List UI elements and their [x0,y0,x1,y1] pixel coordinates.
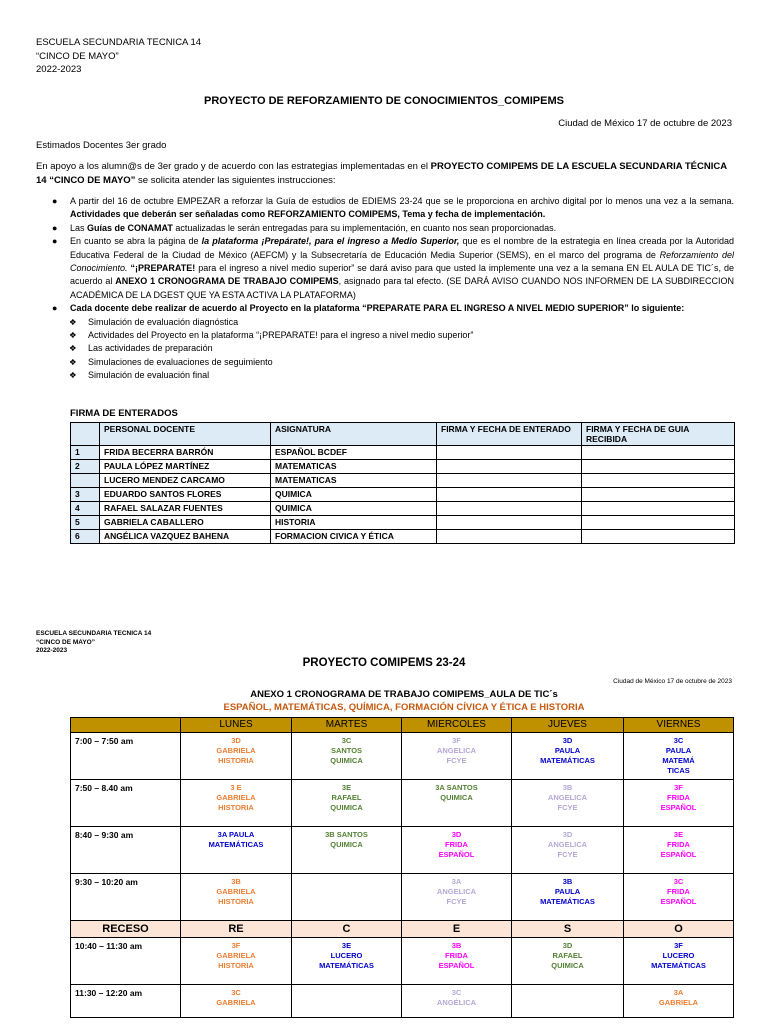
signature-cell [582,474,735,488]
schedule-cell-line: ANGÉLICA [436,998,477,1007]
b3-bold-italic: la plataforma ¡Prepárate!, para el ingreso a Medio Superior, [201,236,460,247]
schedule-cell-line: RAFAEL [331,793,362,802]
schedule-cell-line: 3B SANTOS [325,830,368,839]
schedule-cell-line: 3E [341,941,352,950]
subjects-line: ESPAÑOL, MATEMÁTICAS, QUÍMICA, FORMACIÓN CÍVICA Y ÉTICA E HISTORIA [223,702,585,713]
schedule-cell-line: GABRIELA [216,951,256,960]
signature-cell [582,488,735,502]
table-row [71,488,735,502]
schedule-cell-line: RAFAEL [552,951,583,960]
schedule-cell [402,985,512,1018]
day-header: JUEVES [512,718,624,733]
sub-item [36,316,734,329]
school-year: 2022-2023 [36,64,82,75]
row-number: 3 [71,488,100,502]
schedule-cell [624,938,734,985]
row-number: 5 [71,516,100,530]
b4-bold: Cada docente debe realizar de acuerdo al Proyecto en la plataforma “PREPARATE PARA EL INGRESO A NIVEL MEDIO SUPERIOR” lo siguiente: [70,303,685,314]
schedule-cell-line: FCYE [446,756,467,765]
schedule-row [71,938,734,985]
intro-text-a: En apoyo a los alumn@s de 3er grado y de acuerdo con las estrategias implementadas en el [36,161,431,172]
day-header: MIERCOLES [402,718,512,733]
schedule-cell [292,938,402,985]
schedule-cell-line: 3A PAULA [217,830,255,839]
recess-cell: O [624,921,734,938]
schedule-cell [512,874,624,921]
schedule-cell-line: MATEMÁTICAS [208,840,264,849]
schedule-cell [624,780,734,827]
schedule-cell [402,874,512,921]
time-slot: 7:50 – 8.40 am [71,780,181,827]
schedule-cell-line: ANGELICA [436,887,477,896]
schedule-cell-line: FCYE [446,897,467,906]
list-item [36,302,734,315]
schedule-cell [292,985,402,1018]
schedule-row [71,733,734,780]
signature-cell [437,530,582,544]
school-motto: “CINCO DE MAYO” [36,50,119,62]
teacher-name: FRIDA BECERRA BARRÓN [100,446,271,460]
schedule-cell [512,780,624,827]
day-header: MARTES [292,718,402,733]
diamond-bullet-icon: ❖ [69,330,77,341]
b3-bold-g: ANEXO 1 CRONOGRAMA DE TRABAJO COMIPEMS [115,276,339,287]
b3-text-h: , asignado para tal efecto. (SE DARÁ AVISO CUANDO NOS INFORMEN DE LA SUBDIRECCION ACADÉMICA DE LA DGEST QUE YA ESTA ACTIVA LA PLATAFORMA) [70,276,734,300]
signature-cell [437,474,582,488]
b3-italic: Reforzamiento del Conocimiento. [70,249,734,274]
signature-cell [437,446,582,460]
schedule-table [70,717,734,1018]
school-year: 2022-2023 [36,647,68,654]
row-number: 6 [71,530,100,544]
schedule-cell-line: MATEMÁTICAS [540,756,595,765]
schedule-cell [402,780,512,827]
schedule-cell-line: 3F [674,941,683,950]
teacher-name: ANGÉLICA VAZQUEZ BAHENA [100,530,271,544]
schedule-cell-line: 3D [231,736,241,745]
schedule-cell [181,733,292,780]
schedule-cell-line: PAULA [554,746,581,755]
signature-cell [437,502,582,516]
schedule-cell-line: ESPAÑOL [660,897,697,906]
recess-cell: E [402,921,512,938]
schedule-cell [512,733,624,780]
schedule-cell-line: HISTORIA [218,897,254,906]
schedule-cell-line: ANGELICA [436,746,477,755]
schedule-cell-line: GABRIELA [216,998,256,1007]
list-item [36,235,734,302]
bullet-icon: ● [52,196,58,206]
time-slot: 10:40 – 11:30 am [71,938,181,985]
schedule-cell-line: PAULA [554,887,581,896]
schedule-cell [402,733,512,780]
teacher-name: PAULA LÓPEZ MARTÍNEZ [100,460,271,474]
sub-item-text: Simulación de evaluación final [88,370,210,381]
schedule-cell-line: 3D [562,941,573,950]
b3-text-c: que es el nombre de la estrategia en línea creada por la Autoridad Educativa Federal de la Ciudad de México (AEFCM) y la Subsecretaría de Educación Media Superior (SEMS), en el marco del programa de [70,236,734,260]
schedule-cell [292,874,402,921]
schedule-cell-line: 3E [673,830,684,839]
diamond-bullet-icon: ❖ [69,370,77,381]
day-header: VIERNES [624,718,734,733]
signature-table [70,422,735,544]
teacher-name: GABRIELA CABALLERO [100,516,271,530]
schedule-cell-line: 3A SANTOS [435,783,478,792]
schedule-cell-line: FCYE [557,803,578,812]
schedule-cell [181,938,292,985]
document-date: Ciudad de México 17 de octubre de 2023 [558,118,732,129]
time-slot: 9:30 – 10:20 am [71,874,181,921]
schedule-cell [292,827,402,874]
signature-section-title: FIRMA DE ENTERADOS [70,408,178,419]
table-row [71,530,735,544]
signature-cell [437,516,582,530]
document-title: PROYECTO DE REFORZAMIENTO DE CONOCIMIENTOS_COMIPEMS [204,95,564,107]
b2-text: Las [70,222,88,233]
recess-row [71,921,734,938]
b1-text: A partir del 16 de octubre EMPEZAR a reforzar la Guía de estudios de EDIEMS 23-24 que se le proporciona en archivo digital por lo menos una vez a la semana. [70,196,734,206]
schedule-row [71,985,734,1018]
recess-cell: RECESO [71,921,181,938]
schedule-cell-line: MATEMÁTICAS [540,897,595,906]
schedule-cell-line: 3F [452,736,461,745]
bullet-icon: ● [52,236,58,247]
schedule-cell [512,938,624,985]
schedule-cell-line: ESPAÑOL [660,850,697,859]
instruction-list [36,195,734,383]
schedule-cell-line: 3D [562,736,573,745]
subject-name: HISTORIA [271,516,437,530]
subject-name: ESPAÑOL BCDEF [271,446,437,460]
recess-cell: RE [181,921,292,938]
schedule-cell-line: 3C [673,736,684,745]
schedule-cell-line: 3 E [230,783,242,792]
schedule-cell [624,733,734,780]
schedule-cell-line: ESPAÑOL [438,961,475,970]
signature-cell [437,488,582,502]
time-slot: 7:00 – 7:50 am [71,733,181,780]
schedule-cell [624,827,734,874]
schedule-cell [512,827,624,874]
schedule-cell-line: QUIMICA [330,840,363,849]
diamond-bullet-icon: ❖ [69,316,77,327]
diamond-bullet-icon: ❖ [69,356,77,367]
schedule-cell-line: 3A [673,988,684,997]
school-header [36,630,151,656]
schedule-cell [624,985,734,1018]
schedule-cell-line: FRIDA [445,951,468,960]
schedule-cell-line: GABRIELA [658,998,699,1007]
corner-cell [71,718,181,733]
b1-bold: Actividades que deberán ser señaladas como REFORZAMIENTO COMIPEMS, Tema y fecha de implementación. [70,209,546,220]
list-item [36,195,734,222]
school-name: ESCUELA SECUNDARIA TECNICA 14 [36,630,152,637]
intro-paragraph [36,160,732,188]
schedule-cell [624,874,734,921]
time-slot: 8:40 – 9:30 am [71,827,181,874]
schedule-cell-line: ESPAÑOL [660,803,697,812]
schedule-cell-line: GABRIELA [216,793,256,802]
schedule-cell [181,985,292,1018]
row-number: 2 [71,460,100,474]
table-header-cell [71,423,100,446]
teacher-name: RAFAEL SALAZAR FUENTES [100,502,271,516]
row-number: 1 [71,446,100,460]
schedule-cell-line: 3C [341,736,352,745]
schedule-date: Ciudad de México 17 de octubre de 2023 [613,678,732,685]
schedule-cell-line: QUIMICA [330,803,363,812]
recess-cell: C [292,921,402,938]
schedule-cell [292,780,402,827]
school-motto: “CINCO DE MAYO” [36,638,95,646]
subject-name: MATEMATICAS [271,474,437,488]
schedule-cell-line: PAULA [665,746,692,755]
schedule-cell [402,938,512,985]
signature-cell [582,502,735,516]
row-number [71,474,100,488]
sub-item-text: Las actividades de preparación [88,343,213,354]
b2-text-c: actualizadas le serán entregadas para su implementación, en cuanto nos sean proporcionadas. [172,222,557,233]
schedule-cell-line: QUIMICA [551,961,584,970]
sub-item-text: Simulaciones de evaluaciones de seguimiento [88,356,273,367]
schedule-row [71,827,734,874]
sub-item [36,329,734,342]
schedule-cell-line: 3B [231,877,241,886]
schedule-cell-line: 3E [341,783,352,792]
table-header-cell: PERSONAL DOCENTE [100,423,271,446]
schedule-cell-line: 3C [673,877,684,886]
school-name: ESCUELA SECUNDARIA TECNICA 14 [36,37,202,48]
table-row [71,446,735,460]
schedule-cell-line: LUCERO [662,951,695,960]
schedule-cell-line: 3B [562,877,573,886]
sub-item [36,356,734,369]
table-row [71,460,735,474]
schedule-cell-line: ANGELICA [547,793,588,802]
schedule-cell-line: FRIDA [667,840,690,849]
sub-item [36,369,734,382]
signature-cell [437,460,582,474]
schedule-cell-line: HISTORIA [218,756,254,765]
signature-cell [582,516,735,530]
schedule-cell-line: QUIMICA [330,756,363,765]
table-row [71,516,735,530]
schedule-cell-line: FRIDA [667,793,690,802]
diamond-bullet-icon: ❖ [69,343,77,354]
row-number: 4 [71,502,100,516]
schedule-cell-line: TICAS [667,766,690,775]
bullet-icon: ● [52,303,58,314]
b3-bold-e: “¡PREPARATE! [127,263,196,274]
signature-cell [582,446,735,460]
schedule-cell-line: 3B [562,783,573,792]
schedule-row [71,874,734,921]
schedule-cell-line: FCYE [557,850,578,859]
schedule-cell [181,780,292,827]
schedule-cell-line: 3B [451,941,462,950]
schedule-cell-line: FRIDA [667,887,690,896]
annex-title: ANEXO 1 CRONOGRAMA DE TRABAJO COMIPEMS_AULA DE TIC´s [250,689,558,700]
schedule-title: PROYECTO COMIPEMS 23-24 [302,657,466,669]
subject-name: QUIMICA [271,502,437,516]
table-row [71,474,735,488]
time-slot: 11:30 – 12:20 am [71,985,181,1018]
teacher-name: LUCERO MENDEZ CARCAMO [100,474,271,488]
schedule-header-row [71,718,734,733]
schedule-cell-line: GABRIELA [216,887,256,896]
teacher-name: EDUARDO SANTOS FLORES [100,488,271,502]
schedule-cell-line: HISTORIA [218,803,254,812]
schedule-cell-line: 3A [451,877,462,886]
signature-cell [582,460,735,474]
table-header-row [71,423,735,446]
schedule-cell-line: MATEMÁTICAS [319,961,374,970]
bullet-icon: ● [52,222,58,233]
table-header-cell: FIRMA Y FECHA DE ENTERADO [437,423,582,446]
schedule-row [71,780,734,827]
schedule-cell-line: MATEMÁTICAS [651,961,706,970]
schedule-cell [181,874,292,921]
schedule-cell-line: 3D [562,830,573,839]
schedule-cell-line: 3D [451,830,462,839]
schedule-cell-line: 3C [231,988,241,997]
table-header-cell: FIRMA Y FECHA DE GUIA RECIBIDA [582,423,735,446]
sub-item [36,342,734,355]
b2-bold: Guías de CONAMAT [87,222,173,233]
intro-text-c: se solicita atender las siguientes instrucciones: [135,175,336,186]
greeting: Estimados Docentes 3er grado [36,140,167,151]
schedule-cell-line: ANGELICA [547,840,588,849]
schedule-cell-line: GABRIELA [216,746,256,755]
school-header [36,36,201,77]
schedule-cell-line: FRIDA [445,840,468,849]
schedule-cell-line: 3F [231,941,241,950]
schedule-cell-line: MATEMÁ [662,756,695,765]
b3-text-f: para el ingreso a nivel medio superior” se dará aviso para que usted la implemente una vez a la semana EN EL AULA DE TIC´s, de acuerdo al [70,263,734,287]
schedule-cell [402,827,512,874]
sub-item-text: Simulación de evaluación diagnóstica [88,316,239,327]
signature-cell [582,530,735,544]
page-2 [0,620,768,1024]
schedule-cell [292,733,402,780]
list-item [36,222,734,235]
subject-name: QUIMICA [271,488,437,502]
schedule-cell [512,985,624,1018]
schedule-cell-line: HISTORIA [218,961,254,970]
schedule-cell [181,827,292,874]
day-header: LUNES [181,718,292,733]
schedule-cell-line: 3C [451,988,462,997]
recess-cell: S [512,921,624,938]
intro-text-b: PROYECTO COMIPEMS DE LA ESCUELA SECUNDARIA TÉCNICA 14 “CINCO DE MAYO” [36,161,727,186]
subject-name: MATEMATICAS [271,460,437,474]
table-row [71,502,735,516]
sub-item-text: Actividades del Proyecto en la plataforma “¡PREPARATE! para el ingreso a nivel medio superior” [88,330,474,341]
b3-text-a: En cuanto se abra la página de [70,236,202,247]
schedule-cell-line: LUCERO [330,951,363,960]
schedule-cell-line: ESPAÑOL [438,850,475,859]
schedule-cell-line: SANTOS [330,746,363,755]
schedule-cell-line: QUIMICA [440,793,473,802]
subject-name: FORMACION CIVICA Y ÉTICA [271,530,437,544]
schedule-cell-line: 3F [674,783,683,792]
table-header-cell: ASIGNATURA [271,423,437,446]
